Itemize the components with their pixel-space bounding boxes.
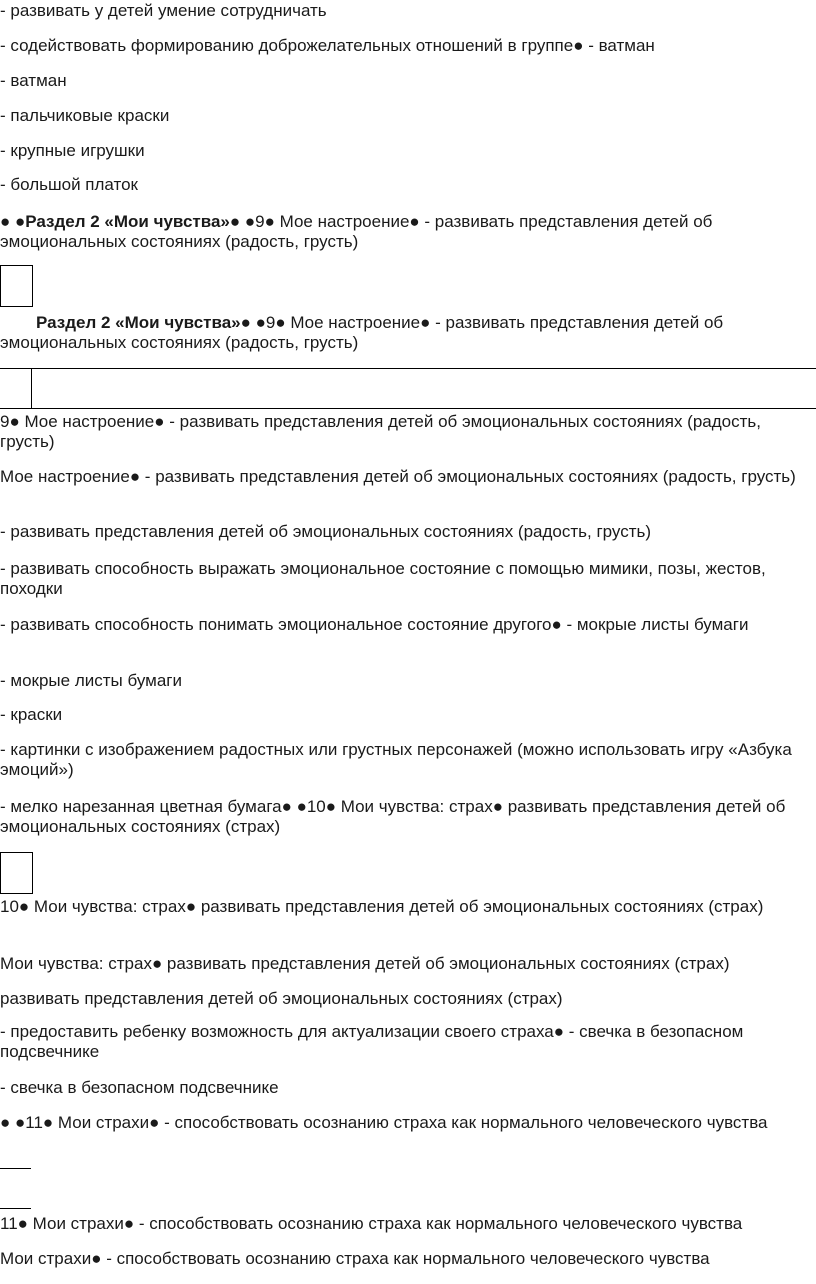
text-line: - предоставить ребенку возможность для актуализации своего страха● - свечка в безопасном подсвечнике — [0, 1022, 744, 1061]
text-line: 11● Мои страхи● - способствовать осознанию страха как нормального человеческого чувства — [0, 1214, 743, 1233]
text-line: - ватман — [0, 71, 67, 90]
text-line: 9● Мое настроение● - развивать представления детей об эмоциональных состояниях (радость, грусть) — [0, 412, 761, 451]
section-heading-paragraph — [0, 313, 806, 353]
table-border-fragment — [0, 1168, 31, 1169]
text-line: - содействовать формированию доброжелательных отношений в группе● - ватман — [0, 36, 655, 55]
section-title: Раздел 2 «Мои чувства»● ● — [36, 313, 266, 332]
table-border-bottom — [0, 408, 816, 409]
text-line: Мои страхи● - способствовать осознанию страха как нормального человеческого чувства — [0, 1249, 710, 1268]
lesson-text: 9● Мое настроение● - развивать представления детей об эмоциональных состояниях (радость, грусть) — [0, 313, 724, 352]
text-line: - крупные игрушки — [0, 141, 145, 160]
text-line: - большой платок — [0, 175, 138, 194]
table-cell-box — [0, 852, 33, 894]
text-line: - пальчиковые краски — [0, 106, 170, 125]
text-line: 10● Мои чувства: страх● развивать представления детей об эмоциональных состояниях (страх) — [0, 897, 764, 916]
lesson-text: 9● Мое настроение● - развивать представления детей об эмоциональных состояниях (радость, грусть) — [0, 212, 713, 251]
text-line: Мое настроение● - развивать представления детей об эмоциональных состояниях (радость, грусть) — [0, 467, 796, 486]
table-border-fragment — [0, 1208, 31, 1209]
text-line: ● ●11● Мои страхи● - способствовать осознанию страха как нормального человеческого чувства — [0, 1113, 768, 1132]
section-heading-paragraph — [0, 212, 796, 252]
text-line: - развивать способность выражать эмоциональное состояние с помощью мимики, позы, жестов, походки — [0, 559, 766, 598]
text-line: - развивать способность понимать эмоциональное состояние другого● - мокрые листы бумаги — [0, 615, 749, 634]
text-line: - развивать у детей умение сотрудничать — [0, 1, 327, 20]
table-border-top — [0, 368, 816, 369]
text-line: - свечка в безопасном подсвечнике — [0, 1078, 279, 1097]
table-cell-divider — [31, 368, 32, 408]
section-title: ● ●Раздел 2 «Мои чувства»● ● — [0, 212, 256, 231]
table-cell-box — [0, 265, 33, 307]
text-line: - развивать представления детей об эмоциональных состояниях (радость, грусть) — [0, 522, 652, 541]
text-line: - мелко нарезанная цветная бумага● ●10● Мои чувства: страх● развивать представления детей об эмоциональных состояниях (страх) — [0, 797, 786, 836]
text-line: развивать представления детей об эмоциональных состояниях (страх) — [0, 989, 563, 1008]
text-line: - картинки с изображением радостных или грустных персонажей (можно использовать игру «Азбука эмоций») — [0, 740, 792, 779]
text-line: Мои чувства: страх● развивать представления детей об эмоциональных состояниях (страх) — [0, 954, 730, 973]
text-line: - краски — [0, 705, 63, 724]
text-line: - мокрые листы бумаги — [0, 671, 182, 690]
